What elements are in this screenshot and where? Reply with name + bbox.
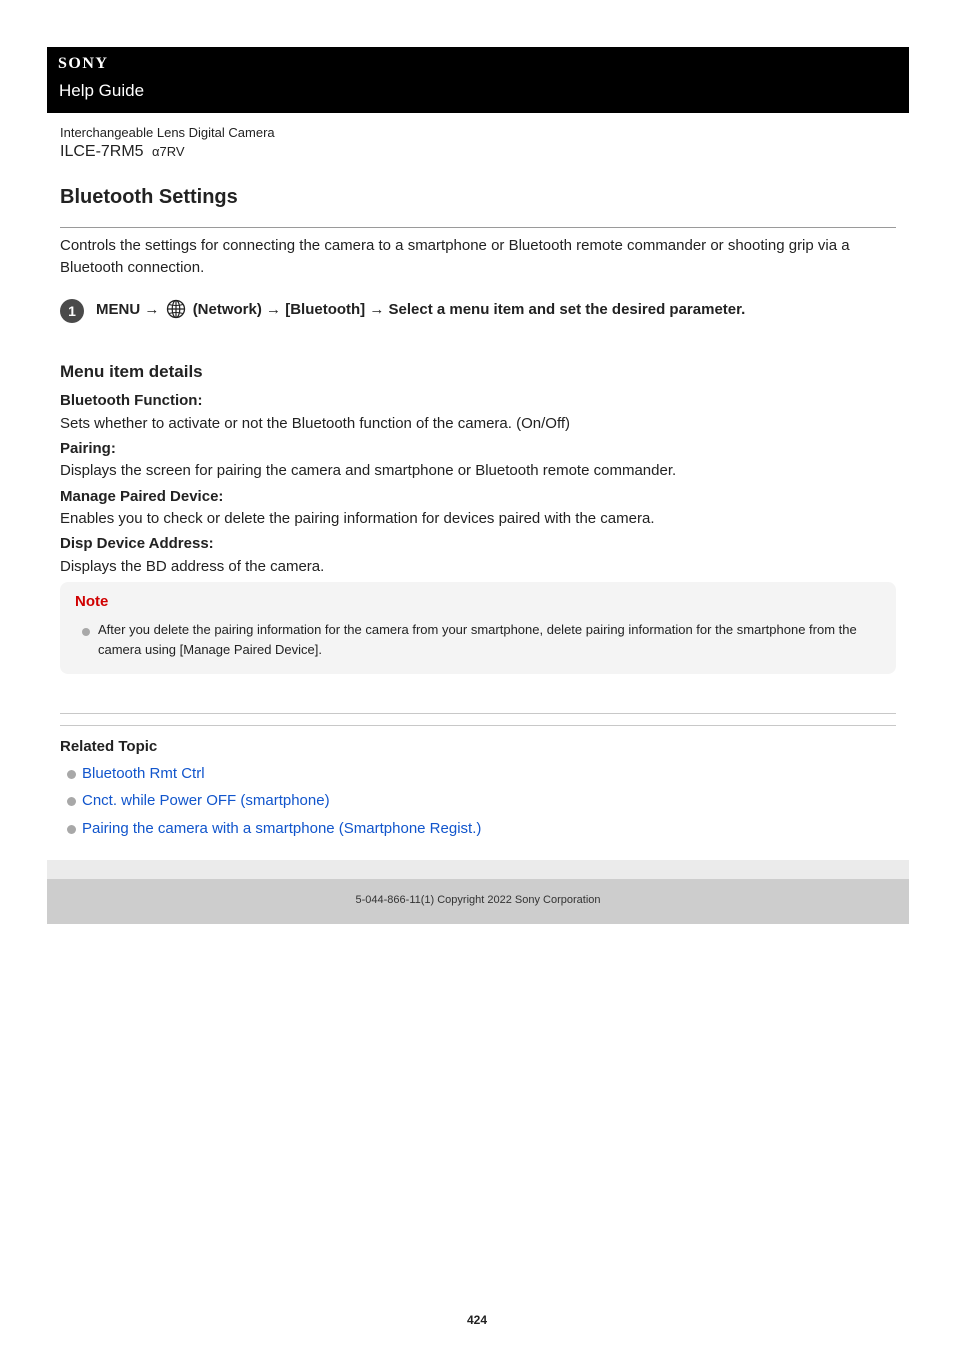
note-text: After you delete the pairing information for the camera from your smartphone, delete pairing information for the smartphone from the camera using [Manage Paired Device]. <box>98 622 857 657</box>
intro-text: Controls the settings for connecting the camera to a smartphone or Bluetooth remote commander or shooting grip via a Bluetooth connection. <box>60 237 850 276</box>
menu-item-details-heading: Menu item details <box>60 362 203 381</box>
bullet-dot <box>67 770 76 779</box>
product-category: Interchangeable Lens Digital Camera <box>60 125 275 140</box>
link-bluetooth-rmt-ctrl[interactable]: Bluetooth Rmt Ctrl <box>82 765 205 782</box>
section-divider-top <box>60 713 896 714</box>
desc-disp-device-address: Displays the BD address of the camera. <box>60 558 325 575</box>
model-name: ILCE-7RM5 <box>60 143 144 160</box>
footer-bar <box>47 879 909 924</box>
title-divider <box>60 227 896 228</box>
network-globe-icon <box>166 299 186 319</box>
desc-bluetooth-function: Sets whether to activate or not the Bluetooth function of the camera. (On/Off) <box>60 415 570 432</box>
bullet-dot <box>67 825 76 834</box>
model-alias: α7RV <box>152 144 185 159</box>
procedure-step <box>60 297 900 323</box>
copyright-text: 5-044-866-11(1) Copyright 2022 Sony Corporation <box>355 894 601 906</box>
sony-logo: SONY <box>58 55 109 72</box>
term-manage-paired-device: Manage Paired Device: <box>60 488 224 505</box>
help-guide-title: Help Guide <box>59 81 145 100</box>
note-box <box>60 582 896 674</box>
desc-pairing: Displays the screen for pairing the camera and smartphone or Bluetooth remote commander. <box>60 462 677 479</box>
link-pairing-smartphone[interactable]: Pairing the camera with a smartphone (Smartphone Regist.) <box>82 820 482 837</box>
section-divider-bottom <box>60 725 896 726</box>
related-topic-heading: Related Topic <box>60 738 158 755</box>
model-line <box>60 143 185 161</box>
term-pairing: Pairing: <box>60 440 116 457</box>
bullet-dot <box>67 797 76 806</box>
header-bar <box>47 47 909 113</box>
step-number: 1 <box>60 299 84 323</box>
footer-top-band <box>47 860 909 879</box>
page-number: 424 <box>466 1313 488 1327</box>
term-disp-device-address: Disp Device Address: <box>60 535 214 552</box>
step-menu-label: MENU → <box>96 301 160 318</box>
desc-manage-paired-device: Enables you to check or delete the pairing information for devices paired with the camera. <box>60 510 655 527</box>
note-title: Note <box>75 593 109 610</box>
link-cnct-while-power-off[interactable]: Cnct. while Power OFF (smartphone) <box>82 792 330 809</box>
step-text <box>96 299 745 320</box>
step-instruction: (Network) → [Bluetooth] → Select a menu item and set the desired parameter. <box>192 301 746 318</box>
term-bluetooth-function: Bluetooth Function: <box>60 392 203 409</box>
page-title: Bluetooth Settings <box>60 186 238 208</box>
note-bullet <box>82 628 90 636</box>
